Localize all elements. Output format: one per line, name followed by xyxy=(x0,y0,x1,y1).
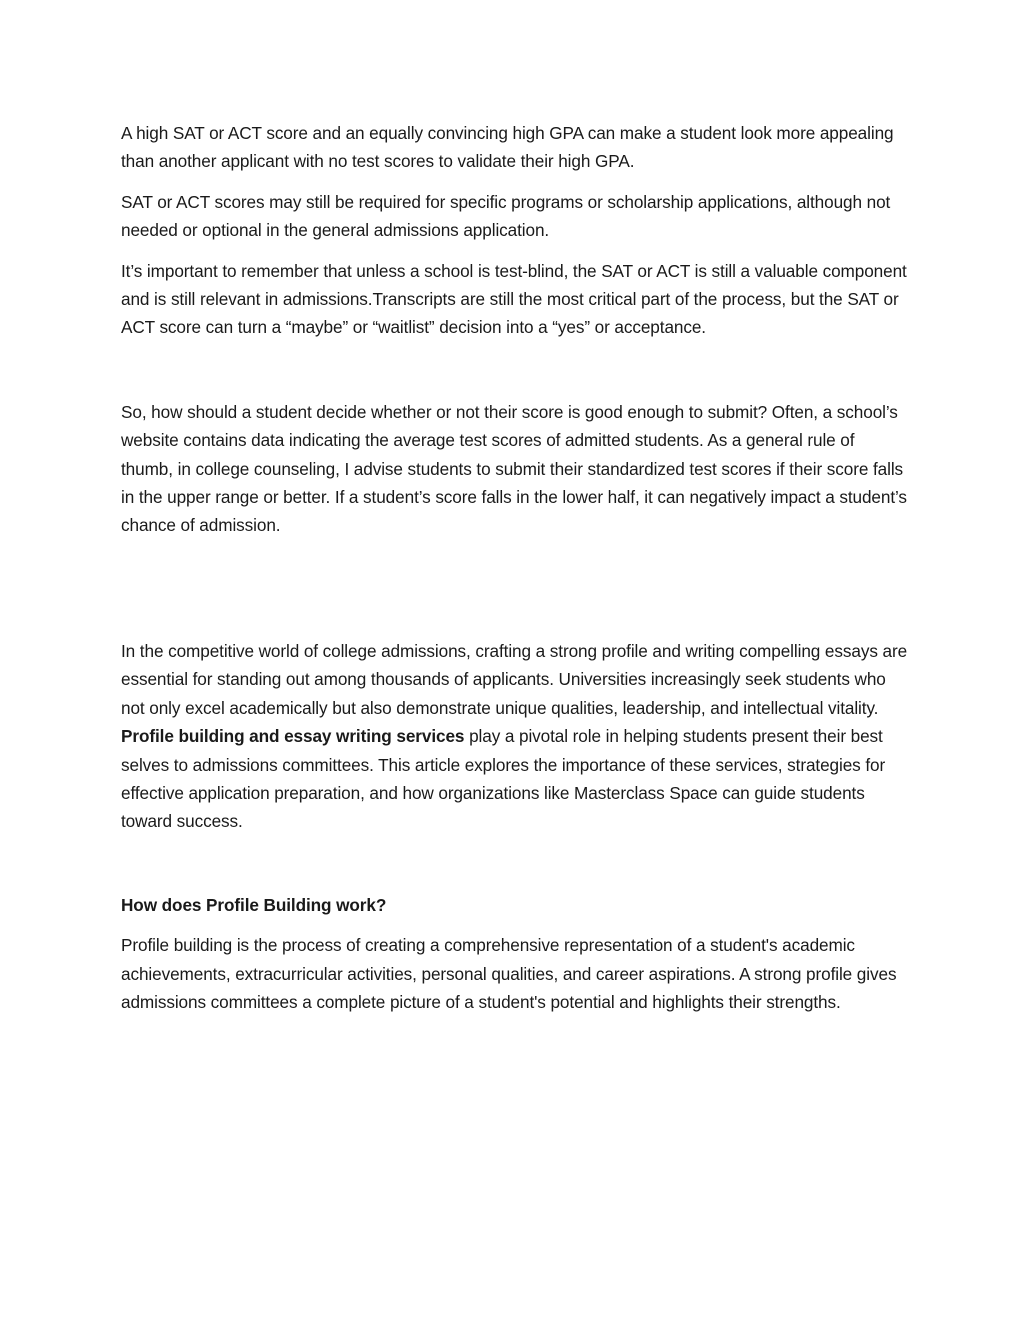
paragraph-text-end: play a pivotal role in helping students present their best selves to admissions committees. This article explores the importance of these services, strategies for effective application preparation, and how organizations like Masterclass Space can guide students toward success. xyxy=(121,726,886,832)
document-body xyxy=(121,119,911,1016)
section-heading: How does Profile Building work? xyxy=(121,894,387,915)
paragraph-text-start: In the competitive world of college admissions, crafting a strong profile and writing compelling essays are essential for standing out among thousands of applicants. Universities increasingly seek students who not only excel academically but also demonstrate unique qualities, leadership, and intellectual vitality. xyxy=(121,640,908,718)
paragraph-profile-building: Profile building is the process of creating a comprehensive representation of a student's academic achievements, extracurricular activities, personal qualities, and career aspirations. A strong profile gives admissions committees a complete picture of a student's potential and highlights their strengths. xyxy=(121,935,897,1012)
paragraph-submit-decision: So, how should a student decide whether or not their score is good enough to submit? Often, a school’s website contains data indicating the average test scores of admitted students. As a general rule of thumb, in college counseling, I advise students to submit their standardized test scores if their score falls in the upper range or better. If a student’s score falls in the lower half, it can negatively impact a student’s chance of admission. xyxy=(121,401,907,536)
paragraph-sat-act-gpa: A high SAT or ACT score and an equally convincing high GPA can make a student look more appealing than another applicant with no test scores to validate their high GPA. xyxy=(121,123,894,172)
paragraph-test-blind: It’s important to remember that unless a school is test-blind, the SAT or ACT is still a valuable component and is still relevant in admissions.Transcripts are still the most critical part of the process, but the SAT or ACT score can turn a “maybe” or “waitlist” decision into a “yes” or acceptance. xyxy=(121,260,907,338)
bold-services-phrase: Profile building and essay writing services xyxy=(121,726,465,747)
paragraph-scores-required: SAT or ACT scores may still be required for specific programs or scholarship applications, although not needed or optional in the general admissions application. xyxy=(121,191,891,241)
paragraph-competitive-world xyxy=(121,637,911,836)
